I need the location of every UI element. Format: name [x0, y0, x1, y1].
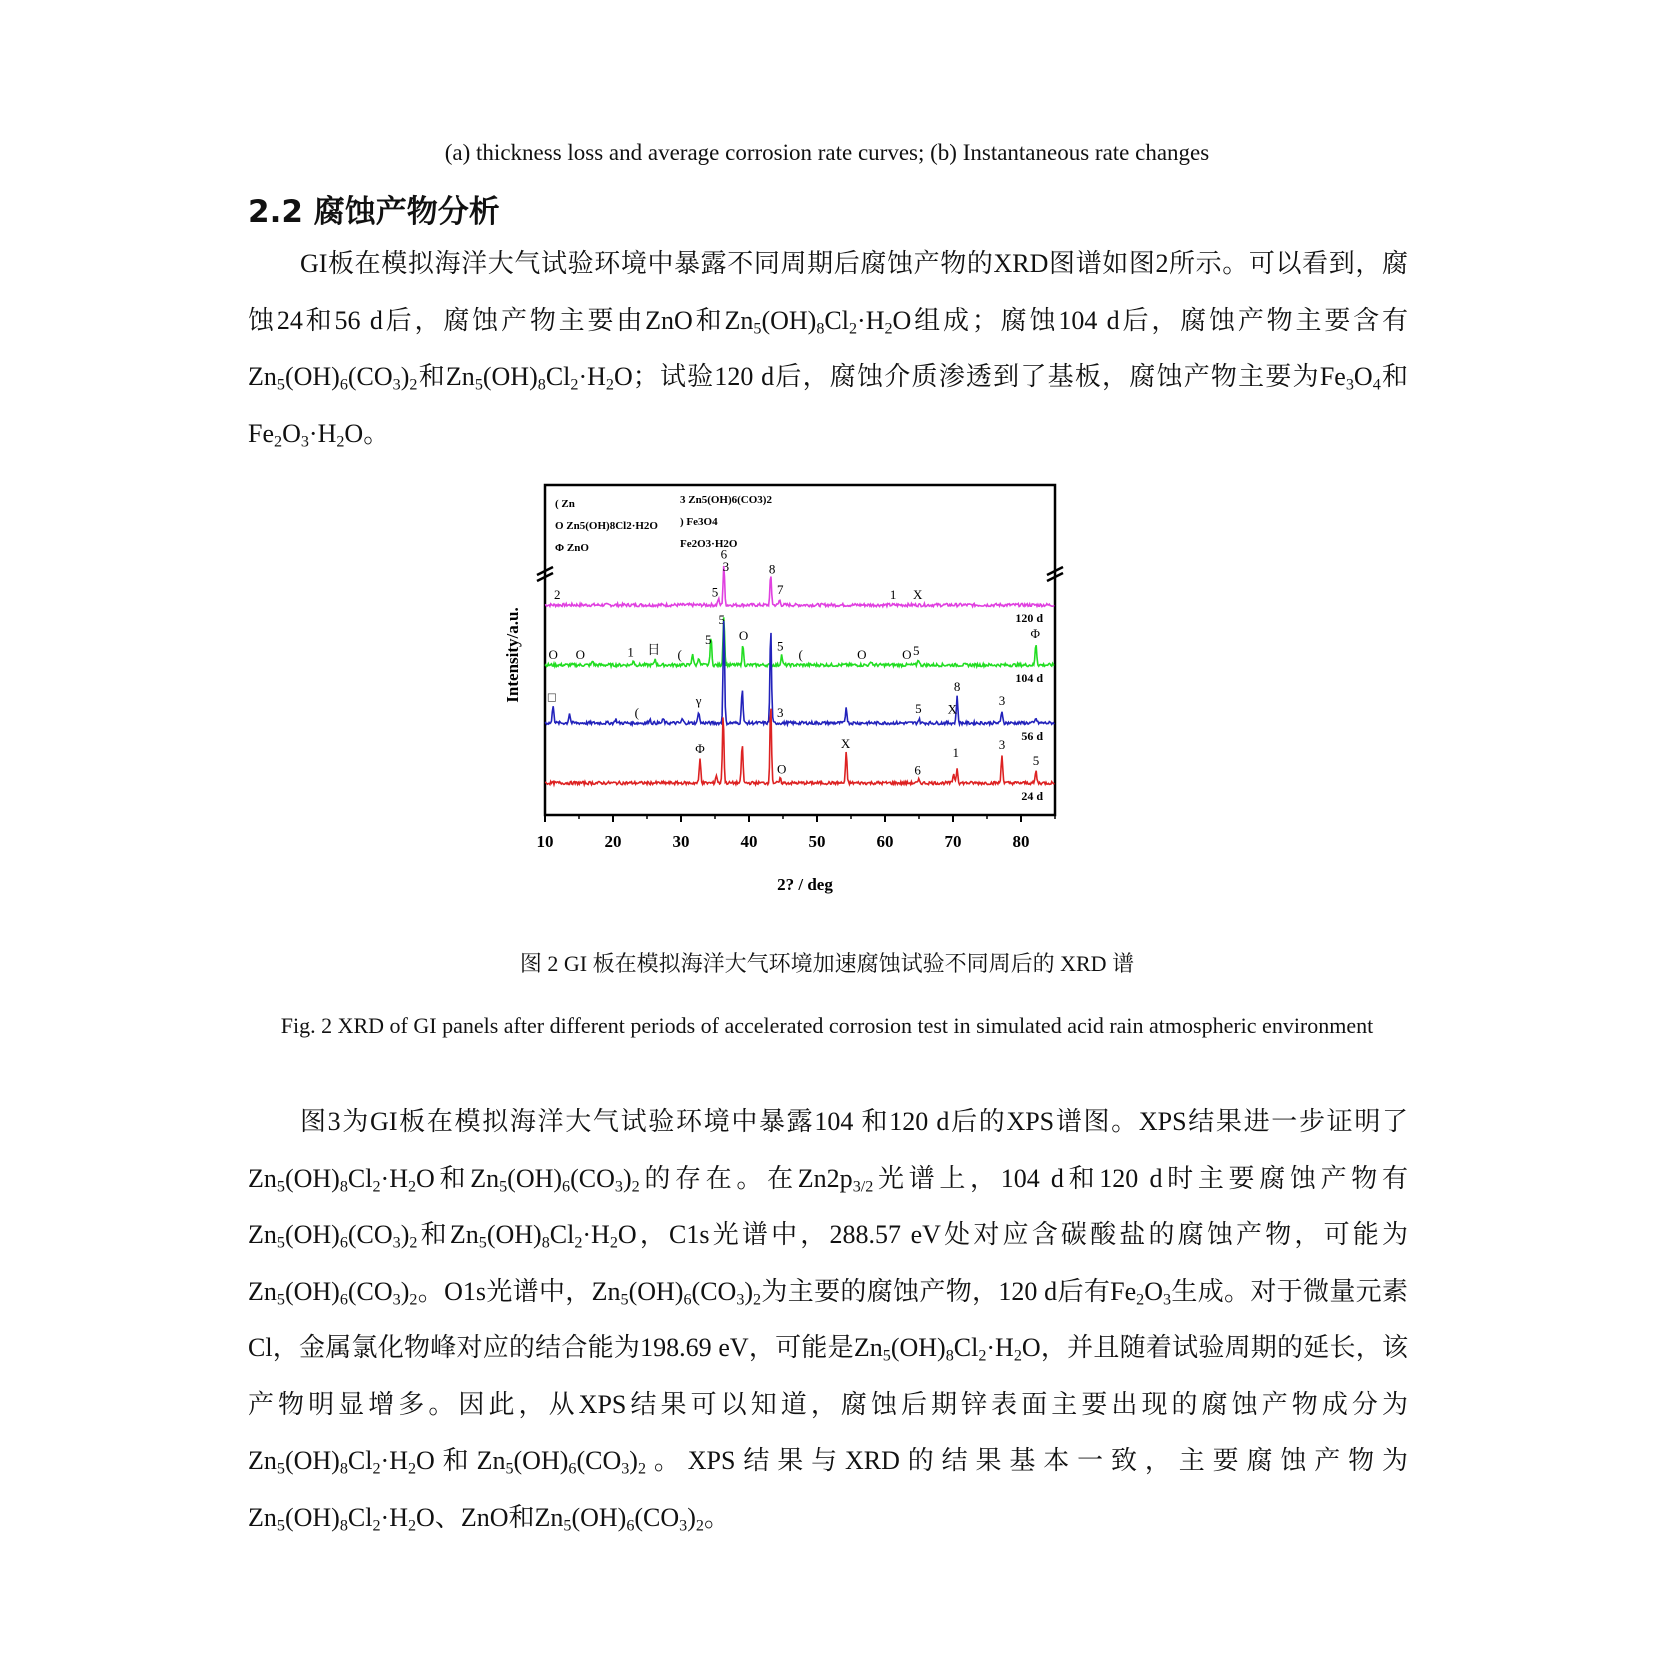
formula-subscript: 6	[683, 1291, 692, 1308]
peak-marker: 3	[998, 693, 1006, 708]
figure-caption-en: Fig. 2 XRD of GI panels after different periods of accelerated corrosion test in simulated acid rain atmospheric environment	[280, 1013, 1374, 1038]
formula-zn5oh8cl2h2o	[248, 1503, 435, 1532]
formula-part: Zn	[476, 1446, 506, 1475]
formula-part: (CO	[634, 1502, 680, 1532]
formula-part: (OH)	[284, 1220, 340, 1249]
formula-part: (OH)	[507, 1163, 563, 1193]
formula-part: Zn	[248, 1276, 277, 1306]
formula-part: (OH)	[482, 362, 538, 391]
formula-subscript: 2	[848, 320, 858, 337]
peak-marker: 7	[777, 582, 784, 598]
formula-zn5oh8cl2h2o	[449, 1220, 637, 1252]
peak-marker: (	[634, 705, 639, 720]
formula-part: Zn	[248, 1446, 277, 1475]
formula-part: Cl	[953, 1333, 979, 1362]
formula-subscript: 2	[1013, 1347, 1022, 1365]
formula-part: )	[687, 1502, 696, 1532]
text-span: ，并且随着试验周期的延长，该产物明显增多。因此，从XPS结果可以知道，腐蚀后期锌表面主要出现的腐蚀产物成分为	[248, 1333, 1408, 1419]
formula-subscript: 2	[570, 376, 579, 394]
peak-marker: 5	[913, 642, 920, 658]
formula-zn5oh8cl2h2o	[853, 1333, 1041, 1365]
formula-part: )	[744, 1276, 754, 1306]
formula-subscript: 8	[339, 1460, 348, 1478]
formula-subscript: 3	[614, 1178, 623, 1195]
paragraph-2	[248, 1094, 1408, 1546]
formula-part: Cl	[347, 1163, 373, 1193]
formula-subscript: 6	[626, 1517, 635, 1534]
series-label: 120 d	[1015, 611, 1043, 625]
peak-marker: γ	[695, 693, 702, 708]
series-line-120d	[545, 566, 1054, 607]
formula-part: (OH)	[284, 362, 340, 391]
formula-part: Zn	[724, 305, 754, 335]
peak-marker: 5	[1032, 753, 1040, 768]
formula-subscript: 2	[274, 433, 283, 450]
formula-part: O	[416, 1446, 435, 1475]
formula-part: Fe	[1110, 1276, 1137, 1306]
formula-subscript: 2	[978, 1347, 987, 1365]
formula-zn5oh8cl2h2o	[445, 362, 633, 394]
formula-part: Zn	[591, 1276, 621, 1306]
formula-zn5oh8cl2h2o	[248, 1164, 435, 1193]
series-line-56d	[545, 621, 1054, 725]
formula-part: )	[400, 1276, 410, 1306]
text-span: ，C1s光谱中，288.57 eV处对应含碳酸盐的腐蚀产物，可能为	[636, 1220, 1408, 1249]
formula-subscript: 5	[505, 1460, 514, 1478]
peak-marker: □	[547, 689, 556, 705]
text-span: 、ZnO和	[434, 1502, 535, 1532]
peak-marker: 日	[647, 641, 661, 657]
text-span: 和	[417, 1220, 450, 1249]
formula-part: ·H	[857, 305, 885, 335]
x-tick-label: 70	[944, 832, 962, 851]
series-label: 56 d	[1021, 729, 1043, 743]
formula-part: )	[629, 1446, 638, 1475]
text-span: 光谱上，104 d和120 d时主要腐蚀产物有	[873, 1163, 1408, 1193]
x-tick-label: 40	[740, 832, 758, 851]
formula-subscript: 2	[372, 1460, 381, 1478]
peak-marker: (	[798, 647, 803, 662]
peak-marker: 5	[718, 612, 726, 628]
formula-subscript: 6	[562, 1178, 571, 1195]
formula-subscript: 8	[537, 376, 546, 394]
section-heading: 2.2 腐蚀产物分析	[248, 194, 500, 230]
formula-part: Zn	[534, 1502, 564, 1532]
formula-subscript: 2	[336, 433, 345, 450]
formula-part: Zn	[470, 1163, 500, 1193]
formula-part: O	[344, 418, 364, 448]
formula-part: Zn	[445, 362, 475, 391]
formula-part: (CO	[347, 1276, 393, 1306]
text-span: 为主要的腐蚀产物，120 d后有	[761, 1276, 1111, 1306]
peak-marker: Φ	[695, 741, 705, 756]
x-tick-label: 20	[604, 832, 622, 851]
formula-zn5oh8cl2h2o	[725, 306, 912, 335]
peak-marker: 1	[952, 745, 959, 761]
series-label: 24 d	[1021, 789, 1043, 803]
formula-subscript: 8	[945, 1347, 954, 1365]
formula-subscript: 5	[882, 1347, 891, 1365]
formula-part: O	[416, 1163, 435, 1193]
peak-marker: 8	[768, 561, 776, 577]
formula-part: O	[1353, 362, 1373, 391]
formula-part: O	[617, 1220, 637, 1249]
formula-subscript: 3	[300, 433, 309, 450]
formula-subscript: 5	[276, 1460, 285, 1478]
peak-marker: 5	[704, 632, 712, 648]
formula-subscript: 5	[499, 1178, 508, 1195]
formula-subscript: 6	[339, 376, 348, 394]
formula-part: ·H	[380, 1163, 408, 1193]
formula-subscript: 3	[392, 1291, 401, 1308]
formula-subscript: 6	[339, 1291, 348, 1308]
formula-zn5oh6co32	[534, 1503, 703, 1532]
formula-subscript: 5	[478, 1234, 487, 1252]
peak-marker: O	[738, 627, 749, 643]
series-label: 104 d	[1015, 671, 1043, 685]
text-span: 。XPS结果与XRD的结果基本一致，主要腐蚀产物为	[646, 1446, 1408, 1475]
formula-subscript: 8	[816, 320, 825, 337]
paragraph-1	[248, 236, 1408, 462]
formula-subscript: 3	[736, 1291, 745, 1308]
formula-part: Fe	[1319, 362, 1346, 391]
formula-part: ·H	[380, 1502, 408, 1532]
formula-zn5oh6co32	[248, 1220, 418, 1252]
formula-subscript: 5	[753, 320, 762, 337]
formula-subscript: 3	[392, 376, 401, 394]
peak-marker: 1	[889, 587, 897, 602]
peak-marker: O	[548, 647, 558, 662]
formula-part: Zn	[449, 1220, 479, 1249]
formula-subscript: 3	[392, 1234, 401, 1252]
legend-entry-left: ( Zn	[555, 498, 575, 510]
formula-part: (CO	[691, 1276, 737, 1306]
formula-part: (OH)	[284, 1163, 340, 1193]
formula-part: Zn	[853, 1333, 883, 1362]
formula-part: O	[416, 1502, 435, 1532]
formula-subscript: 8	[339, 1517, 348, 1534]
formula-part: Cl	[545, 362, 571, 391]
text-span: GI板在模拟海洋大气试验环境中暴露不同周期后腐蚀产物的XRD图谱如图2所示。可以看到，腐蚀24和56 d后，腐蚀产物主要由ZnO和	[248, 249, 1408, 335]
formula-subscript: 2	[407, 1517, 417, 1534]
peak-marker: X	[840, 736, 851, 752]
formula-part: Cl	[824, 305, 849, 335]
formula-part: O	[282, 418, 301, 448]
formula-subscript: 2	[1136, 1291, 1145, 1308]
formula-subscript: 6	[568, 1460, 577, 1478]
peak-marker: 3	[998, 737, 1006, 752]
text-span: 。	[363, 418, 390, 448]
text-span: 和	[434, 1163, 471, 1193]
formula-part: )	[400, 1220, 410, 1249]
text-span: 的存在。在Zn2p	[639, 1163, 853, 1193]
formula-subscript: 2	[695, 1517, 704, 1534]
text-span: 和	[434, 1446, 477, 1475]
formula-part: (OH)	[486, 1220, 542, 1249]
legend-entry-right: 3 Zn5(OH)6(CO3)2	[680, 494, 772, 506]
formula-subscript: 4	[1372, 376, 1381, 394]
formula-part: Zn	[248, 362, 277, 391]
formula-part: Zn	[248, 1220, 277, 1249]
formula-subscript: 6	[339, 1234, 348, 1252]
formula-part: )	[400, 362, 410, 391]
legend-entry-left: O Zn5(OH)8Cl2·H2O	[555, 520, 658, 532]
formula-part: Fe	[248, 418, 274, 448]
formula-part: (OH)	[628, 1276, 684, 1306]
formula-part: ·H	[578, 362, 606, 391]
peak-marker: O	[575, 647, 586, 662]
formula-subscript: 8	[339, 1178, 348, 1195]
formula-subscript: 2	[372, 1178, 381, 1195]
peak-marker: 3	[777, 704, 784, 720]
formula-part: O	[1021, 1333, 1041, 1362]
formula-part: Cl	[347, 1502, 373, 1532]
peak-marker: X	[947, 701, 958, 717]
text-span: ；试验120 d后，腐蚀介质渗透到了基板，腐蚀产物主要为	[632, 362, 1320, 391]
formula-fe2o3	[1110, 1277, 1171, 1306]
peak-marker: 5	[711, 584, 719, 600]
formula-part: ·H	[308, 418, 337, 448]
formula-part: (CO	[570, 1163, 615, 1193]
formula-zn5oh8cl2h2o	[248, 1446, 435, 1478]
text-span: 生成。对于微量元素Cl，金属氯化物峰对应的结合能为198.69 eV，可能是	[248, 1276, 1408, 1362]
text-span: 和	[417, 362, 446, 391]
formula-subscript: 5	[276, 1234, 285, 1252]
formula-part: O	[892, 305, 912, 335]
formula-part: ·H	[986, 1333, 1014, 1362]
formula-part: Zn	[248, 1163, 277, 1193]
formula-part: O	[1144, 1276, 1163, 1306]
formula-zn5oh6co32	[248, 362, 418, 394]
formula-zn5oh6co32	[248, 1277, 417, 1306]
formula-zn5oh6co32	[470, 1164, 639, 1193]
formula-subscript: 3	[1163, 1291, 1172, 1308]
peak-marker: 2	[553, 587, 561, 602]
formula-part: Cl	[549, 1220, 575, 1249]
formula-subscript: 5	[276, 1517, 285, 1534]
legend-entry-right: Fe2O3·H2O	[680, 538, 738, 550]
formula-subscript: 8	[541, 1234, 550, 1252]
peak-marker: 6	[720, 546, 728, 562]
formula-subscript: 3	[621, 1460, 630, 1478]
formula-zn5oh6co32	[476, 1446, 647, 1478]
formula-subscript: 5	[563, 1517, 572, 1534]
peak-marker: (	[677, 647, 682, 662]
figure-caption-cn: 图 2 GI 板在模拟海洋大气环境加速腐蚀试验不同周后的 XRD 谱	[519, 951, 1135, 976]
peak-marker: O	[776, 761, 787, 777]
formula-part: ·H	[582, 1220, 610, 1249]
formula-subscript: 2	[609, 1234, 618, 1252]
formula-subscript: 2	[631, 1178, 640, 1195]
formula-subscript: 3	[1345, 376, 1354, 394]
formula-subscript: 2	[372, 1517, 381, 1534]
peak-marker: 6	[914, 762, 921, 778]
peak-marker: O	[902, 646, 912, 662]
formula-part: Zn	[248, 1502, 277, 1532]
peak-marker: O	[857, 646, 867, 662]
formula-subscript: 3	[679, 1517, 688, 1534]
x-axis-label: 2? / deg	[777, 875, 833, 894]
formula-subscript: 5	[276, 1291, 285, 1308]
legend-entry-left: Φ ZnO	[555, 542, 589, 554]
formula-part: (CO	[347, 362, 393, 391]
formula-subscript: 5	[276, 376, 285, 394]
formula-part: (OH)	[890, 1333, 946, 1362]
formula-subscript: 2	[409, 1291, 418, 1308]
peak-marker: 8	[953, 679, 961, 694]
formula-part: O	[613, 362, 633, 391]
formula-part: (CO	[576, 1446, 622, 1475]
x-tick-label: 60	[876, 832, 894, 851]
text-span: 和	[1380, 362, 1408, 391]
formula-part: ·H	[380, 1446, 408, 1475]
legend-entry-right: ) Fe3O4	[680, 516, 718, 528]
formula-subscript: 2	[637, 1460, 647, 1478]
formula-part: (OH)	[571, 1502, 627, 1532]
formula-fe3o4	[1319, 362, 1381, 394]
x-tick-label: 50	[808, 832, 826, 851]
peak-marker: 5	[777, 638, 784, 654]
formula-part: Cl	[347, 1446, 373, 1475]
peak-marker: 3	[722, 559, 730, 575]
x-tick-label: 10	[536, 832, 554, 851]
formula-subscript: 2	[409, 1234, 418, 1252]
formula-zn5oh6co32	[592, 1277, 761, 1306]
peak-marker: X	[912, 587, 923, 602]
text-span: 。	[703, 1502, 730, 1532]
formula-part: )	[622, 1163, 632, 1193]
formula-subscript: 2	[574, 1234, 583, 1252]
formula-subscript: 2	[407, 1460, 417, 1478]
formula-subscript: 2	[753, 1291, 762, 1308]
formula-subscript: 2	[407, 1178, 417, 1195]
formula-part: (CO	[347, 1220, 393, 1249]
previous-figure-caption: (a) thickness loss and average corrosion rate curves; (b) Instantaneous rate changes	[444, 140, 1210, 165]
x-tick-label: 30	[672, 832, 690, 851]
formula-part: (OH)	[761, 305, 817, 335]
formula-part: (OH)	[284, 1502, 340, 1532]
text-span: 组成；腐蚀104 d后，腐蚀产物主要含有	[911, 305, 1408, 335]
xrd-figure	[503, 475, 1140, 940]
formula-subscript: 5	[276, 1178, 285, 1195]
x-tick-label: 80	[1012, 832, 1030, 851]
formula-part: (OH)	[513, 1446, 569, 1475]
series-line-24d	[545, 709, 1054, 785]
formula-subscript: 2	[409, 376, 418, 394]
text-span: 。O1s光谱中，	[417, 1276, 592, 1306]
peak-marker: 5	[915, 701, 922, 717]
formula-subscript: 5	[474, 376, 483, 394]
peak-marker: 1	[627, 644, 634, 660]
formula-fe2o3h2o	[248, 419, 363, 448]
peak-marker: Φ	[1030, 625, 1041, 641]
formula-subscript: 5	[620, 1291, 629, 1308]
xrd-chart	[503, 475, 1140, 935]
formula-subscript: 2	[605, 376, 614, 394]
y-axis-label: Intensity/a.u.	[503, 607, 522, 703]
formula-part: (OH)	[284, 1446, 340, 1475]
subscript: 3/2	[852, 1178, 874, 1195]
formula-subscript: 2	[884, 320, 893, 337]
text-span: 图3为GI板在模拟海洋大气试验环境中暴露104 和120 d后的XPS谱图。XPS结果进一步证明了	[300, 1107, 1408, 1136]
formula-part: (OH)	[284, 1276, 340, 1306]
